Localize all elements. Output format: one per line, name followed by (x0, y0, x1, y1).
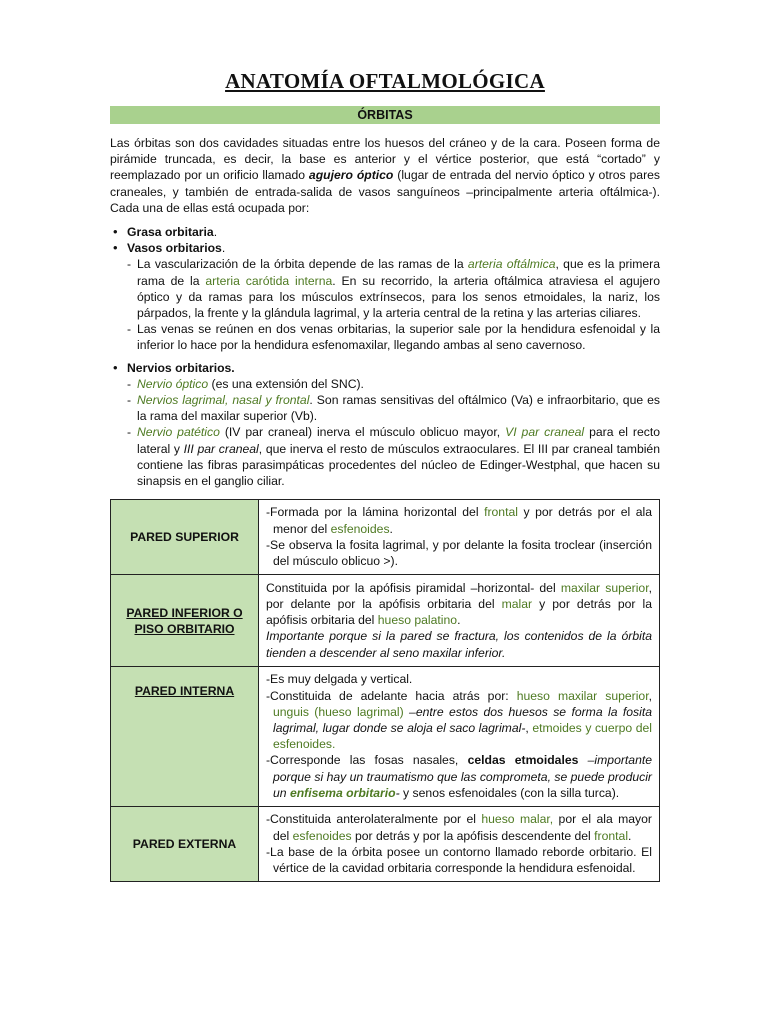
nervios-item-optico (127, 376, 660, 392)
bullet-vasos-label: Vasos orbitarios (127, 241, 222, 256)
highlight-frontal: frontal (484, 505, 518, 520)
text: por el ala mayor del (273, 812, 652, 843)
wall-desc-interna (259, 667, 660, 807)
bullet-grasa (110, 224, 660, 240)
intro-text-end: (lugar de entrada del nervio óptico y otros pares craneales, y también de entrada-salida de vasos sanguíneos –principalmente arteria oftálmica-). Cada una de ellas está ocupada por: (110, 168, 660, 215)
highlight-nervio-optico: Nervio óptico (137, 376, 209, 391)
wall-label-inferior: PARED INFERIOR O PISO ORBITARIO (111, 575, 259, 667)
wall-line (266, 752, 652, 801)
italic-note: Importante porque si la pared se fractura, los contenidos de la órbita tienden a descender al seno maxilar inferior. (266, 629, 652, 660)
section-header-orbitas: ÓRBITAS (110, 106, 660, 124)
document-page (110, 66, 660, 882)
highlight-nervios-lagrimal: Nervios lagrimal, nasal y frontal (137, 393, 310, 408)
italic-iii-par: III par craneal (183, 441, 259, 456)
highlight-esfenoides: esfenoides (330, 521, 390, 536)
text: por detrás y por la apófisis descendente del (351, 828, 595, 843)
highlight-unguis: unguis (hueso lagrimal) (273, 704, 404, 719)
wall-label-interna: PARED INTERNA (111, 667, 259, 807)
italic-note: –entre estos dos huesos se forma la fosita lagrimal, lugar donde se aloja el saco lagrimal- (273, 704, 652, 736)
bullet-vasos (110, 240, 660, 353)
bullet-vasos-end: . (221, 241, 226, 256)
intro-paragraph (110, 135, 660, 216)
text: y por detrás por la apófisis orbitaria del (266, 596, 652, 628)
text: y por detrás por el ala menor del (273, 505, 652, 536)
table-row-superior (111, 500, 660, 575)
highlight-etmoides: etmoides y cuerpo del esfenoides. (273, 721, 653, 752)
vasos-item-arteria (127, 256, 660, 321)
text: La vascularización de la órbita depende de las ramas de la (137, 257, 468, 272)
text: . En su recorrido, la arteria oftálmica atraviesa el agujero óptico y da ramas para los músculos extrínsecos, para los senos etmoidales, la nariz, los párpados, la frente y la glándula lagrimal, y la arteria central de la retina y las arterias ciliares. (137, 273, 660, 321)
highlight-frontal: frontal (594, 828, 629, 843)
highlight-enfisema: enfisema orbitario (289, 785, 396, 800)
text: -Constituida de adelante hacia atrás por: (266, 688, 517, 703)
bullet-nervios-label: Nervios orbitarios. (127, 360, 235, 375)
intro-text: Las órbitas son dos cavidades situadas entre los huesos del cráneo y de la cara. Poseen forma de pirámide truncada, es decir, la base es anterior y el vértice posterior, que está “cortado” y reemplazado por un orificio llamado (110, 136, 660, 183)
highlight-malar: malar (501, 596, 533, 611)
highlight-nervio-patetico: Nervio patético (137, 425, 220, 440)
text: , (648, 688, 652, 703)
table-row-externa (111, 807, 660, 882)
text: y senos esfenoidales (con la silla turca). (399, 785, 620, 800)
italic-dash: - (395, 785, 400, 800)
vasos-item-venas: - Las venas se reúnen en dos venas orbitarias, la superior sale por la hendidura esfenoidal y la inferior lo hace por la hendidura esfenomaxilar, llegando ambas al seno cavernoso. (127, 321, 660, 353)
table-row-inferior (111, 575, 660, 667)
intro-emphasis: agujero óptico (308, 168, 394, 183)
nervios-item-patetico (127, 424, 660, 489)
wall-desc-externa (259, 807, 660, 882)
wall-label-externa: PARED EXTERNA (111, 807, 259, 882)
text: -Corresponde las fosas nasales, (266, 753, 468, 768)
highlight-hueso-malar: hueso malar, (481, 812, 554, 827)
table-row-interna (111, 667, 660, 807)
document-title: ANATOMÍA OFTALMOLÓGICA (225, 69, 545, 93)
text: (IV par craneal) inerva el músculo oblicuo mayor, (219, 425, 506, 440)
text: , que inerva el resto de músculos extraoculares. El III par craneal también contiene las fibras parasimpáticas procedentes del núcleo de Edinger-Westphal, que hacen su sinapsis en el ganglio ciliar. (137, 441, 660, 489)
wall-line: -Se observa la fosita lagrimal, y por delante la fosita troclear (inserción del músculo oblicuo >). (266, 537, 652, 568)
wall-desc-inferior (259, 575, 660, 667)
text: Constituida por la apófisis piramidal –horizontal- del (266, 580, 561, 595)
wall-line (266, 580, 652, 629)
contents-list (110, 224, 660, 489)
highlight-esfenoides: esfenoides (292, 828, 352, 843)
text: . (389, 521, 393, 536)
highlight-carotida: arteria carótida interna (205, 273, 333, 288)
nervios-sublist (127, 376, 660, 489)
text: . Son ramas sensitivas del oftálmico (Va) e infraorbitario, que es la rama del maxilar superior (Vb). (137, 393, 660, 424)
highlight-hueso-palatino: hueso palatino (377, 613, 458, 628)
wall-line (266, 628, 652, 660)
vasos-sublist (127, 256, 660, 353)
text: . (457, 613, 461, 628)
wall-line: -La base de la órbita posee un contorno llamado reborde orbitario. El vértice de la cavidad orbitaria corresponde la hendidura esfenoidal. (266, 844, 652, 875)
wall-line (266, 688, 652, 753)
text: , por delante por la apófisis orbitaria del (266, 580, 652, 611)
highlight-vi-par: VI par craneal (505, 425, 585, 440)
walls-table (110, 499, 660, 882)
nervios-item-lagrimal (127, 392, 660, 424)
text: -Constituida anterolateralmente por el (266, 812, 482, 827)
highlight-arteria-oftalmica: arteria oftálmica (467, 257, 556, 272)
text: -Formada por la lámina horizontal del (266, 505, 485, 520)
text: . (628, 828, 632, 843)
text: , (525, 721, 533, 736)
highlight-maxilar: hueso maxilar superior (516, 688, 649, 703)
wall-desc-superior (259, 500, 660, 575)
wall-line (266, 504, 652, 536)
bullet-grasa-label: Grasa orbitaria (127, 225, 214, 240)
bullet-nervios (110, 360, 660, 490)
highlight-maxilar-superior: maxilar superior (560, 580, 649, 595)
wall-label-superior: PARED SUPERIOR (111, 500, 259, 575)
bullet-grasa-end: . (213, 225, 218, 240)
bold-celdas-etmoidales: celdas etmoidales (467, 753, 579, 768)
wall-line: -Es muy delgada y vertical. (266, 672, 413, 687)
wall-line (266, 811, 652, 843)
italic-note: –importante porque si hay un traumatismo que las comprometa, se puede producir un (273, 753, 653, 800)
text: , que es la primera rama de la (137, 257, 661, 288)
text: para el recto lateral y (137, 425, 661, 456)
text: (es una extensión del SNC). (208, 376, 364, 391)
